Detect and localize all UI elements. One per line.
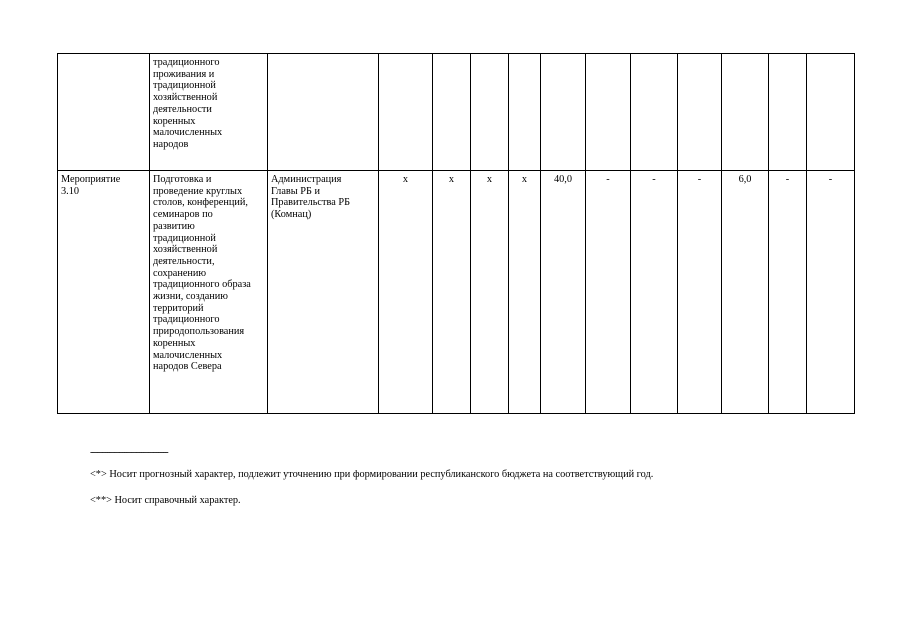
- measure-cell: [58, 54, 150, 171]
- footnote-separator: --------------------------------: [90, 447, 168, 458]
- value-cell: 40,0: [541, 171, 586, 414]
- description-cell: Подготовка и проведение круглых столов, конференций, семинаров по развитию традиционной хозяйственной деятельности, сохранению традиционного образа жизни, созданию территорий традиционного природопользования коренных малочисленных народов Севера: [150, 171, 268, 414]
- value-cell: [471, 54, 509, 171]
- value-cell: х: [379, 171, 433, 414]
- value-cell: 6,0: [722, 171, 769, 414]
- value-cell: [379, 54, 433, 171]
- value-cell: -: [678, 171, 722, 414]
- value-cell: -: [769, 171, 807, 414]
- value-cell: [678, 54, 722, 171]
- value-cell: х: [433, 171, 471, 414]
- value-cell: [722, 54, 769, 171]
- value-cell: [807, 54, 855, 171]
- value-cell: -: [631, 171, 678, 414]
- executor-cell: [268, 54, 379, 171]
- value-cell: -: [586, 171, 631, 414]
- value-cell: -: [807, 171, 855, 414]
- value-cell: [586, 54, 631, 171]
- footnotes: [90, 447, 653, 521]
- footnote-2: <**> Носит справочный характер.: [90, 495, 241, 506]
- measure-cell: Мероприятие 3.10: [58, 171, 150, 414]
- value-cell: х: [471, 171, 509, 414]
- value-cell: [631, 54, 678, 171]
- value-cell: [541, 54, 586, 171]
- value-cell: [769, 54, 807, 171]
- footnote-1: <*> Носит прогнозный характер, подлежит уточнению при формировании республиканского бюджета на соответствующий год.: [90, 469, 654, 480]
- executor-cell: Администрация Главы РБ и Правительства РБ (Комнац): [268, 171, 379, 414]
- table-row: [58, 54, 855, 171]
- budget-table: [57, 53, 855, 414]
- value-cell: х: [509, 171, 541, 414]
- value-cell: [509, 54, 541, 171]
- description-cell: традиционного проживания и традиционной хозяйственной деятельности коренных малочисленных народов: [150, 54, 268, 171]
- value-cell: [433, 54, 471, 171]
- table-row: [58, 171, 855, 414]
